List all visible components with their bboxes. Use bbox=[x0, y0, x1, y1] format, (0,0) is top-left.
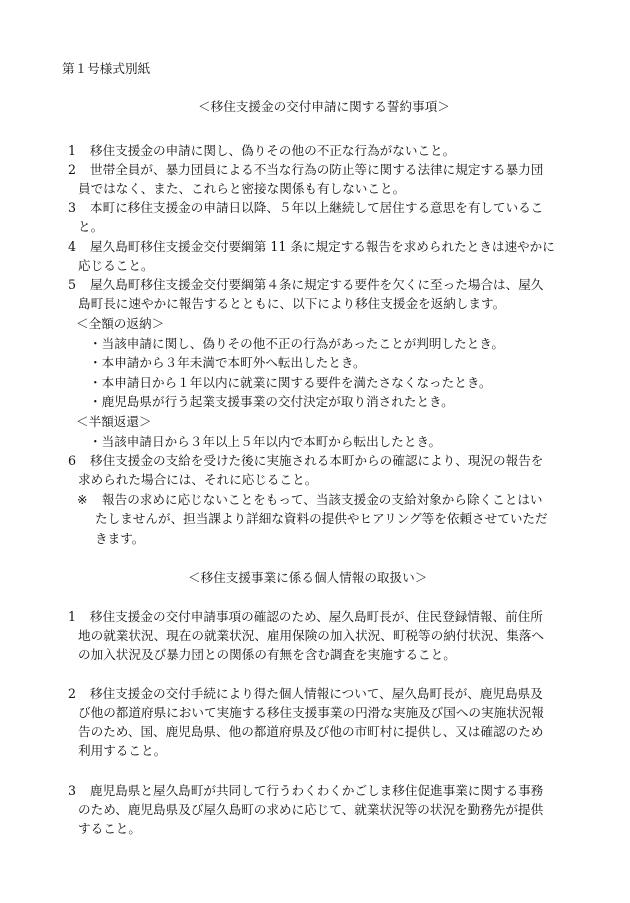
item-number: 1 bbox=[68, 609, 77, 624]
item-text: 求められた場合には、それに応じること。 bbox=[78, 472, 318, 487]
item-text: 員ではなく、また、これらと密接な関係も有しないこと。 bbox=[78, 181, 406, 196]
item-text: すること。 bbox=[78, 821, 141, 836]
item-text: 島町長に速やかに報告するとともに、以下により移住支援金を返納します。 bbox=[78, 296, 506, 311]
item-text: のため、鹿児島県及び屋久島町の求めに応じて、就業状況等の状況を勤務先が提供 bbox=[78, 802, 544, 817]
item-text: 世帯全員が、暴力団員による不当な行為の防止等に関する法律に規定する暴力団 bbox=[90, 162, 544, 177]
refund-bullet: ・本申請から３年未満で本町外へ転出したとき。 bbox=[89, 355, 366, 370]
form-label: 第１号様式別紙 bbox=[62, 61, 151, 76]
item-text: 移住支援金の申請に関し、偽りその他の不正な行為がないこと。 bbox=[90, 143, 456, 158]
item-number: 4 bbox=[68, 239, 77, 254]
refund-bullet: ・当該申請に関し、偽りその他不正の行為があったことが判明したとき。 bbox=[89, 336, 504, 351]
refund-bullet: ・本申請日から１年以内に就業に関する要件を満たさなくなったとき。 bbox=[89, 375, 492, 390]
item-text: 移住支援金の交付手続により得た個人情報について、屋久島町長が、鹿児島県及 bbox=[90, 686, 543, 701]
item-number: 3 bbox=[68, 783, 77, 798]
item-text: 地の就業状況、現在の就業状況、雇用保険の加入状況、町税等の納付状況、集落へ bbox=[78, 628, 544, 643]
item-text: 本町に移住支援金の申請日以降、５年以上継続して居住する意思を有しているこ bbox=[90, 200, 544, 215]
item-text: の加入状況及び暴力団との関係の有無を含む調査を実施すること。 bbox=[78, 647, 456, 662]
item-text: 移住支援金の支給を受けた後に実施される本町からの確認により、現況の報告を bbox=[90, 453, 544, 468]
section1-title: ＜移住支援金の交付申請に関する誓約事項＞ bbox=[198, 99, 450, 114]
note-text: たしませんが、担当課より詳細な資料の提供やヒアリング等を依頼させていただ bbox=[95, 511, 548, 526]
half-refund-label: ＜半額返還＞ bbox=[76, 414, 152, 429]
refund-bullet: ・当該申請日から３年以上５年以内で本町から転出したとき。 bbox=[89, 434, 442, 449]
item-number: 2 bbox=[68, 686, 77, 701]
item-text: 屋久島町移住支援金交付要綱第 11 条に規定する報告を求められたときは速やかに bbox=[90, 239, 555, 254]
item-text: 告のため、国、鹿児島県、他の都道府県及び他の市町村に提供し、又は確認のため bbox=[78, 724, 544, 739]
item-text: 利用すること。 bbox=[78, 743, 167, 758]
refund-bullet: ・鹿児島県が行う起業支援事業の交付決定が取り消されたとき。 bbox=[89, 394, 454, 409]
item-text: 応じること。 bbox=[78, 258, 154, 273]
section2-title: ＜移住支援事業に係る個人情報の取扱い＞ bbox=[188, 570, 428, 585]
item-text: 屋久島町移住支援金交付要綱第４条に規定する要件を欠くに至った場合は、屋久 bbox=[90, 277, 544, 292]
note-text: 報告の求めに応じないことをもって、当該支援金の支給対象から除くことはい bbox=[102, 492, 543, 507]
note-text: きます。 bbox=[95, 531, 145, 546]
item-number: 5 bbox=[68, 277, 77, 292]
item-number: 3 bbox=[68, 200, 77, 215]
full-refund-label: ＜全額の返納＞ bbox=[76, 316, 165, 331]
item-number: 1 bbox=[68, 143, 77, 158]
item-text: 鹿児島県と屋久島町が共同して行うわくわくかごしま移住促進事業に関する事務 bbox=[90, 783, 544, 798]
note-mark: ※ bbox=[77, 492, 88, 507]
item-number: 6 bbox=[68, 453, 77, 468]
item-text: び他の都道府県において実施する移住支援事業の円滑な実施及び国への実施状況報 bbox=[78, 705, 544, 720]
item-text: と。 bbox=[78, 219, 104, 234]
item-number: 2 bbox=[68, 162, 77, 177]
item-text: 移住支援金の交付申請事項の確認のため、屋久島町長が、住民登録情報、前住所 bbox=[90, 609, 543, 624]
